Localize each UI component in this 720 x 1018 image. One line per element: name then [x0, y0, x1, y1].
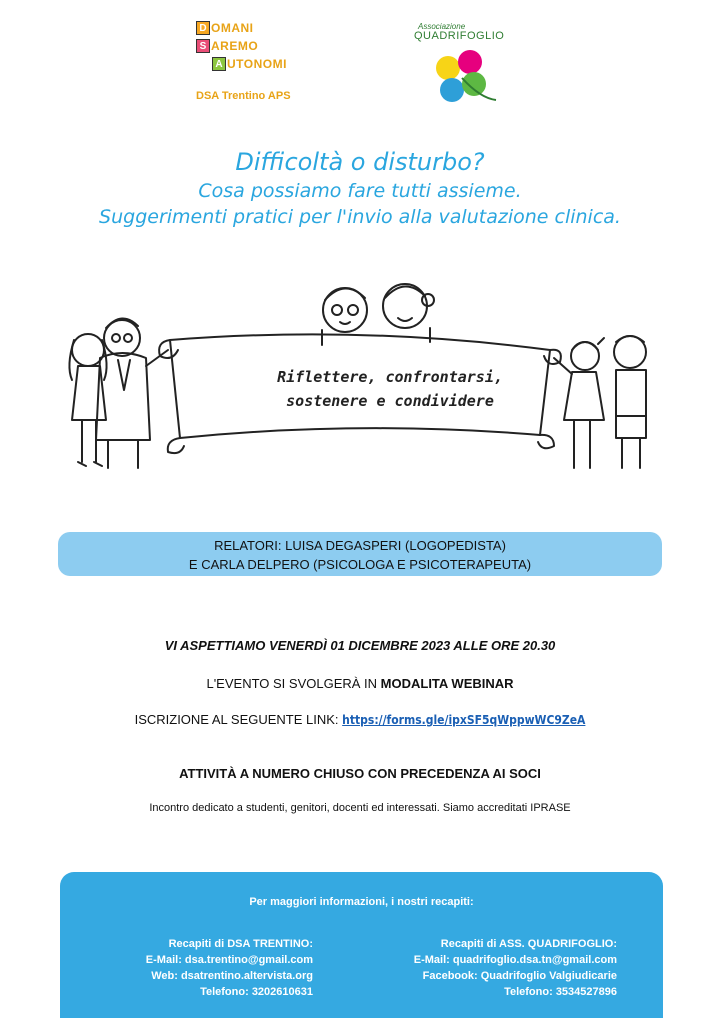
four-leaf-clover-icon [410, 18, 530, 108]
limited-places-notice: ATTIVITÀ A NUMERO CHIUSO CON PRECEDENZA AI SOCI [179, 766, 541, 781]
page-title: Difficoltà o disturbo? [235, 148, 485, 176]
speakers-line-1: RELATORI: LUISA DEGASPERI (LOGOPEDISTA) [214, 538, 506, 553]
children-banner-illustration [60, 270, 660, 490]
audience-note: Incontro dedicato a studenti, genitori, docenti ed interessati. Siamo accreditati IPRASE [149, 802, 571, 814]
dsa-logo-word-2: AREMO [211, 39, 259, 53]
event-mode-value: MODALITA WEBINAR [380, 676, 514, 691]
banner-text-line-1: Riflettere, confrontarsi, [277, 368, 503, 386]
quadrifoglio-logo-title: QUADRIFOGLIO [414, 30, 505, 42]
contacts-quadrifoglio [414, 936, 617, 1000]
event-date: VI ASPETTIAMO VENERDÌ 01 DICEMBRE 2023 ALLE ORE 20.30 [164, 638, 556, 653]
contacts-dsa-email: E-Mail: dsa.trentino@gmail.com [145, 954, 313, 966]
contacts-dsa-trentino [146, 936, 313, 1000]
dsa-logo-word-3: UTONOMI [227, 57, 287, 71]
contacts-dsa-web: Web: dsatrentino.altervista.org [151, 970, 313, 982]
event-mode [0, 676, 720, 691]
contacts-footer [60, 872, 663, 1018]
banner-text-line-2: sostenere e condividere [286, 392, 494, 410]
dsa-logo-row-a [212, 56, 287, 72]
dsa-logo-row-d [196, 20, 254, 36]
contacts-dsa-phone: Telefono: 3202610631 [200, 986, 313, 998]
dsa-logo-letter-d: D [196, 21, 210, 35]
registration-prefix: ISCRIZIONE AL SEGUENTE LINK: [134, 712, 343, 727]
footer-heading: Per maggiori informazioni, i nostri recapiti: [249, 896, 474, 908]
speakers-line-2: E CARLA DELPERO (PSICOLOGA E PSICOTERAPEUTA) [188, 557, 532, 572]
contacts-quad-phone: Telefono: 3534527896 [504, 986, 617, 998]
contacts-dsa-title: Recapiti di DSA TRENTINO: [168, 938, 313, 950]
registration-link[interactable]: https://forms.gle/ipxSF5qWppwWC9ZeA [342, 713, 586, 727]
dsa-logo-letter-a: A [212, 57, 226, 71]
dsa-trentino-logo [190, 20, 300, 110]
dsa-logo-word-1: OMANI [211, 21, 254, 35]
dsa-logo-letter-s: S [196, 39, 210, 53]
page-subtitle-2: Suggerimenti pratici per l'invio alla valutazione clinica. [99, 206, 621, 228]
quadrifoglio-logo [410, 18, 530, 108]
quadrifoglio-logo-small-text: Associazione [418, 22, 466, 31]
contacts-quad-email: E-Mail: quadrifoglio.dsa.tn@gmail.com [413, 954, 617, 966]
registration-line [0, 712, 720, 727]
dsa-logo-row-s [196, 38, 258, 54]
page-subtitle: Cosa possiamo fare tutti assieme. [198, 180, 522, 202]
contacts-quad-facebook: Facebook: Quadrifoglio Valgiudicarie [422, 970, 617, 982]
contacts-quad-title: Recapiti di ASS. QUADRIFOGLIO: [440, 938, 617, 950]
event-mode-prefix: L'EVENTO SI SVOLGERÀ IN [206, 676, 381, 691]
speakers-box [58, 532, 662, 576]
dsa-logo-subtitle: DSA Trentino APS [196, 90, 291, 102]
